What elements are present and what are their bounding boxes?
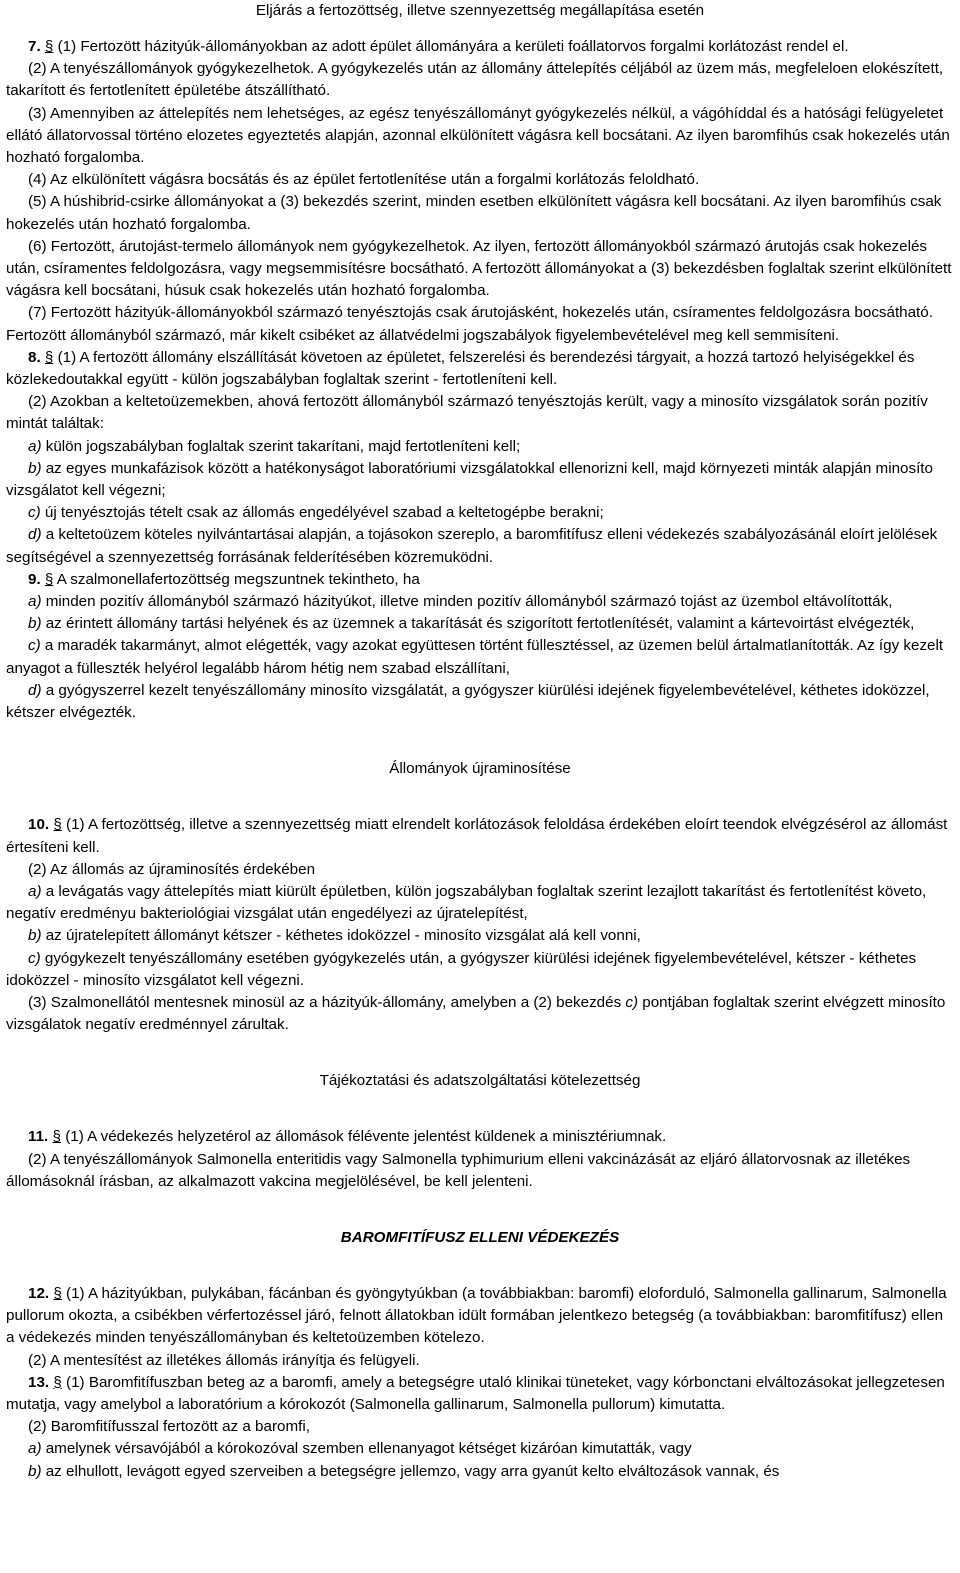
section-number-8: 8. <box>28 348 41 366</box>
list-marker: d) <box>28 526 42 544</box>
section-number-13: 13. <box>28 1373 50 1391</box>
spacer <box>6 1092 954 1126</box>
paragraph-9-1 <box>6 569 954 591</box>
list-item-8-a <box>6 436 954 458</box>
list-text: az egyes munkafázisok között a hatékonyságot laboratóriumi vizsgálatokkal ellenorizni kell, majd környezeti minták alapján minosíto vizsgálatot kell végezni; <box>6 459 933 500</box>
paragraph-text: pontjában foglaltak szerint elvégzett minosíto vizsgálatok negatív eredménnyel zárultak. <box>6 993 946 1034</box>
section-number-10: 10. <box>28 816 50 834</box>
spacer <box>6 1036 954 1070</box>
list-marker: a) <box>28 882 42 900</box>
list-marker: a) <box>28 593 42 611</box>
list-marker: b) <box>28 459 42 477</box>
spacer <box>6 1193 954 1227</box>
point-reference: c) <box>625 993 639 1011</box>
paragraph-text: (1) Fertozött házityúk-állományokban az adott épület állományára a kerületi foállatorvos forgalmi korlátozást rendel el. <box>53 38 849 55</box>
list-marker: a) <box>28 1440 42 1458</box>
paragraph-11-2: (2) A tenyészállományok Salmonella enteritidis vagy Salmonella typhimurium elleni vakcinázását az eljáró állatorvosnak az illetékes állomásoknál írásban, az alkalmazott vakcina megjelölésével, be kell jelenteni. <box>6 1150 911 1190</box>
paragraph-text: (1) A védekezés helyzetérol az állomások félévente jelentést küldenek a minisztériumnak. <box>60 1128 667 1146</box>
section-sign: § <box>44 570 54 588</box>
paragraph-12-1 <box>6 1283 954 1350</box>
paragraph-text: (1) A házityúkban, pulykában, fácánban és gyöngytyúkban (a továbbiakban: baromfi) eloforduló, Salmonella gallinarum, Salmonella pullorum okozta, a csibékben vérfertozéssel járó, felnott állatokban idült formában jelentkezo betegség (a továbbiakban: baromfitífusz) ellen a védekezés minden tenyészállományban és keltetoüzemben kötelezo. <box>6 1284 947 1347</box>
list-marker: c) <box>28 637 41 655</box>
paragraph-10-3 <box>6 992 954 1036</box>
paragraph-8-2: (2) Azokban a keltetoüzemekben, ahová fertozött állományból származó tenyésztojás került, vagy a minosíto vizsgálatok során pozitív mintát találtak: <box>6 393 928 433</box>
list-item-13-a <box>6 1438 954 1460</box>
section-number-12: 12. <box>28 1284 50 1302</box>
list-item-8-b <box>6 458 954 502</box>
list-marker: c) <box>28 949 41 967</box>
section-number-11: 11. <box>28 1128 49 1146</box>
list-text: a maradék takarmányt, almot elégették, vagy azokat együttesen történt füllesztéssel, az üzemen belül ártalmatlanították. Az így kezelt anyagot a fülleszték helyérol legalább három hétig nem szabad elszállítani, <box>6 637 944 677</box>
list-text: külön jogszabályban foglaltak szerint takarítani, majd fertotleníteni kell; <box>41 437 521 455</box>
section-sign: § <box>53 816 62 834</box>
list-item-8-d <box>6 524 954 568</box>
section-number-7: 7. <box>28 38 41 55</box>
list-item-9-a <box>6 591 954 613</box>
list-item-10-b <box>6 925 954 947</box>
list-text: új tenyésztojás tételt csak az állomás engedélyével szabad a keltetogépbe berakni; <box>40 504 604 522</box>
paragraph-7-5: (5) A húshibrid-csirke állományokat a (3) bekezdés szerint, minden esetben elkülönített vágásra kell bocsátani. Az ilyen baromfihús csak hokezelés után hozható forgalomba. <box>6 193 942 233</box>
paragraph-7-3: (3) Amennyiben az áttelepítés nem lehetséges, az egész tenyészállományt gyógykezelés nélkül, a vágóhíddal és a hatósági felügyeletet ellátó állatorvossal történo elozetes egyeztetés alapján, azonnal elkülönített vágásra kell bocsátani. Az ilyen baromfihús csak hokezelés után hozható forgalomba. <box>6 104 950 167</box>
paragraph-text: (1) A fertozött állomány elszállítását követoen az épületet, felszerelési és berendezési tárgyait, a hozzá tartozó helyiségekkel és közlekedoutakkal együtt - külön jogszabályban foglaltak szerint - fertotleníteni kell. <box>6 348 915 389</box>
section-number-9: 9. <box>28 570 41 588</box>
paragraph-7-2: (2) A tenyészállományok gyógykezelhetok. A gyógykezelés után az állomány áttelepítés céljából az üzem más, megfeleloen elokészített, takarított és fertotlenített épületébe átszállítható. <box>6 60 944 100</box>
paragraph-text: A szalmonellafertozöttség megszuntnek tekintheto, ha <box>53 570 420 588</box>
list-text: gyógykezelt tenyészállomány esetében gyógykezelés után, a gyógyszer kiürülési idejének figyelembevételével, kétszer - kéthetes idoközzel - minosíto vizsgálatot kell végezni. <box>6 949 917 989</box>
list-item-9-b <box>6 613 954 635</box>
list-text: a levágatás vagy áttelepítés miatt kiürült épületben, külön jogszabályban foglaltak szerint lezajlott takarítást és fertotlenítést követo, negatív eredményu bakteriológiai vizsgálat után engedélyezi az újratelepítést, <box>6 882 927 923</box>
chapter-heading-fowl-typhoid: BAROMFITÍFUSZ ELLENI VÉDEKEZÉS <box>340 1228 620 1246</box>
paragraph-7-6: (6) Fertozött, árutojást-termelo állományok nem gyógykezelhetok. Az ilyen, fertozött állományokból származó árutojás csak hokezelés után, csíramentes feldolgozásra, vagy megsemmisítésre bocsátható. A fertozött állományokat a (3) bekezdésben foglaltak szerint elkülönített vágásra kell bocsátani, húsuk csak hokezelés után hozható forgalomba. <box>6 237 952 300</box>
paragraph-7-7: (7) Fertozött házityúk-állományokból származó tenyésztojás csak árutojásként, hokezelés után, csíramentes feldolgozásra bocsátható. Fertozött állományból származó, már kikelt csibéket az állatvédelmi jogszabályok figyelembevételével meg kell semmisíteni. <box>6 304 933 344</box>
list-text: a gyógyszerrel kezelt tenyészállomány minosíto vizsgálatát, a gyógyszer kiürülési idejének figyelembevételével, kéthetes idoközzel, kétszer elvégezték. <box>6 681 930 722</box>
paragraph-text: (1) Baromfitífuszban beteg az a baromfi, amely a betegségre utaló klinikai tüneteket, vagy kórbonctani elváltozásokat jellegzetesen mutatja, vagy amelybol a laboratórium a kórokozót (Salmonella gallinarum, Salmonella pullorum) kimutatta. <box>6 1373 945 1413</box>
section-sign: § <box>52 1128 61 1146</box>
list-text: amelynek vérsavójából a kórokozóval szemben ellenanyagot kétséget kizáróan kimutatták, vagy <box>41 1440 692 1458</box>
paragraph-8-1 <box>6 347 954 391</box>
list-marker: c) <box>28 504 41 522</box>
list-marker: b) <box>28 927 42 945</box>
list-text: a keltetoüzem köteles nyilvántartásai alapján, a tojásokon szereplo, a baromfitífusz elleni védekezés szabályozásánál eloírt jelölések segítségével a szennyezettség forrásának felderítésében közremuködni. <box>6 526 938 566</box>
list-item-9-c <box>6 635 954 679</box>
list-marker: d) <box>28 681 42 699</box>
section-sign: § <box>44 348 54 366</box>
list-marker: b) <box>28 1462 42 1480</box>
list-item-10-a <box>6 881 954 925</box>
paragraph-7-1 <box>6 36 954 58</box>
list-text: az újratelepített állományt kétszer - kéthetes idoközzel - minosíto vizsgálat alá kell vonni, <box>41 927 641 945</box>
section-sign: § <box>53 1284 62 1302</box>
section-heading-requalification: Állományok újraminosítése <box>389 760 571 778</box>
list-text: minden pozitív állományból származó házityúkot, illetve minden pozitív állományból származó tojást az üzembol eltávolították, <box>41 593 893 611</box>
paragraph-text: (3) Szalmonellától mentesnek minosül az a házityúk-állomány, amelyben a (2) bekezdés <box>28 993 626 1011</box>
paragraph-12-2: (2) A mentesítést az illetékes állomás irányítja és felügyeli. <box>28 1351 420 1369</box>
paragraph-13-1 <box>6 1372 954 1416</box>
spacer <box>6 724 954 758</box>
section-sign: § <box>44 38 54 55</box>
section-sign: § <box>53 1373 62 1391</box>
spacer <box>6 22 954 36</box>
list-marker: b) <box>28 615 42 633</box>
paragraph-13-2: (2) Baromfitífusszal fertozött az a baromfi, <box>28 1418 310 1436</box>
paragraph-11-1 <box>6 1126 954 1148</box>
list-item-9-d <box>6 680 954 724</box>
paragraph-7-4: (4) Az elkülönített vágásra bocsátás és az épület fertotlenítése után a forgalmi korlátozás feloldható. <box>28 171 700 189</box>
paragraph-10-1 <box>6 814 954 858</box>
spacer <box>6 1249 954 1283</box>
list-item-8-c <box>6 502 954 524</box>
paragraph-10-2: (2) Az állomás az újraminosítés érdekében <box>28 860 316 878</box>
list-marker: a) <box>28 437 42 455</box>
spacer <box>6 780 954 814</box>
section-heading-procedure: Eljárás a fertozöttség, illetve szennyezettség megállapítása esetén <box>255 2 705 19</box>
list-text: az érintett állomány tartási helyének és az üzemnek a takarítását és szigorított fertotlenítését, valamint a kártevoirtást elvégezték, <box>41 615 915 633</box>
list-item-13-b <box>6 1461 954 1483</box>
list-text: az elhullott, levágott egyed szerveiben a betegségre jellemzo, vagy arra gyanút kelto elváltozások vannak, és <box>41 1462 780 1480</box>
section-heading-reporting: Tájékoztatási és adatszolgáltatási kötelezettség <box>319 1072 641 1090</box>
paragraph-text: (1) A fertozöttség, illetve a szennyezettség miatt elrendelt korlátozások feloldása érdekében eloírt teendok elvégzésérol az állomást értesíteni kell. <box>6 816 948 856</box>
list-item-10-c <box>6 948 954 992</box>
